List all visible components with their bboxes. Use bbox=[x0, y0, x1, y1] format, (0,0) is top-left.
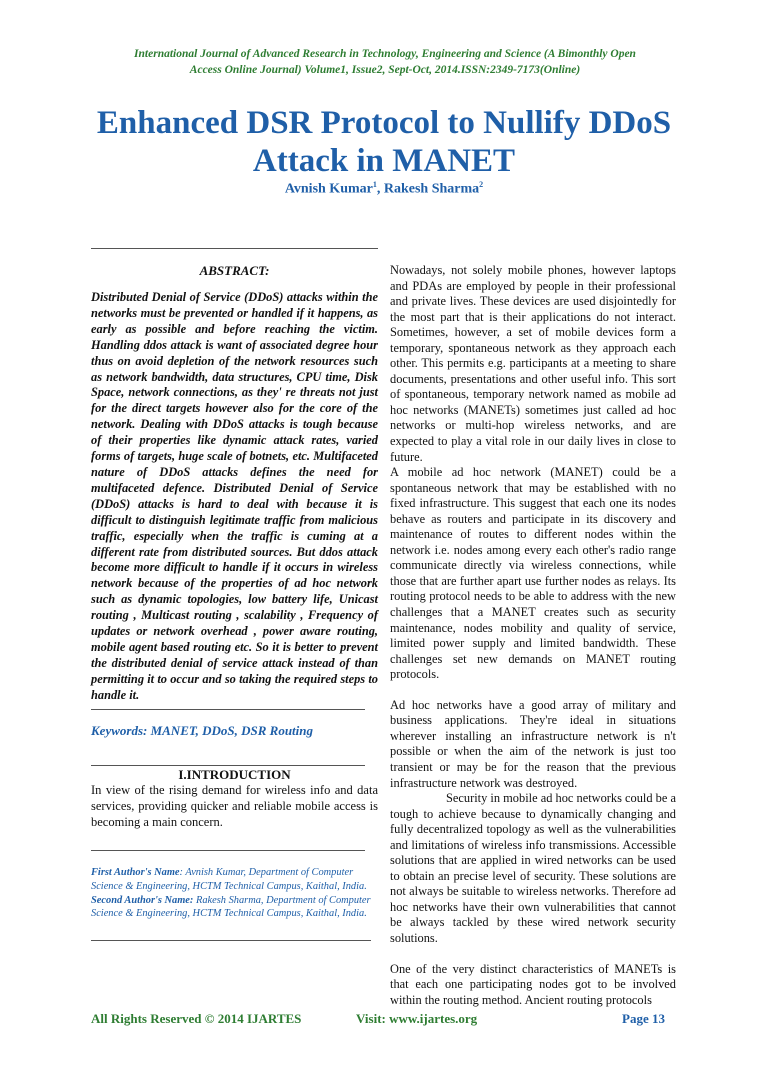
right-column-body bbox=[390, 263, 676, 1008]
intro-text: In view of the rising demand for wireless info and data services, providing quicker and reliable mobile access is becoming a main concern. bbox=[91, 783, 378, 829]
paragraph: Security in mobile ad hoc networks could be a tough to achieve because to dynamically changing and fully decentralized topology as well as the vulnerabilities and limitations of wireless info transmissions. Accessible solutions that are applied in wired networks can be used to obtain an precise level of security. These solutions are not always be suitable to wireless networks. Therefore ad hoc networks have their own vulnerabilities that cannot be always tackled by these wired network security solutions. bbox=[390, 791, 676, 945]
journal-header-line2: Access Online Journal) Volume1, Issue2, Sept-Oct, 2014.ISSN:2349-7173(Online) bbox=[189, 64, 581, 76]
author-notes bbox=[91, 866, 378, 921]
paper-title-line1: Enhanced DSR Protocol to Nullify DDoS bbox=[96, 105, 672, 141]
author-list bbox=[0, 180, 768, 198]
paragraph: Nowadays, not solely mobile phones, however laptops and PDAs are employed by people in their professional and private lives. These devices are used disjointedly for the most part that is their applications do not interact. Sometimes, however, a set of mobile devices form a temporary, spontaneous network as they approach each other. This permits e.g. participants at a meeting to share documents, presentations and other useful info. This sort of spontaneous, temporary network named as mobile ad hoc networks (MANETs) sometimes just called ad hoc networks or multi-hop wireless networks, and are expected to play a vital role in our daily lives in close to future. bbox=[390, 263, 676, 464]
second-author-label: Second Author's Name: bbox=[91, 894, 194, 906]
journal-header bbox=[80, 46, 690, 78]
paragraph: One of the very distinct characteristics of MANETs is that each one participating nodes got to be involved within the routing method. Ancient routing protocols bbox=[390, 961, 676, 1007]
author-2: Rakesh Sharma bbox=[383, 181, 480, 197]
first-author-note bbox=[91, 866, 378, 894]
divider-top bbox=[91, 248, 378, 249]
divider-before-notes bbox=[91, 850, 365, 851]
footer-rights: All Rights Reserved © 2014 IJARTES bbox=[91, 1011, 302, 1026]
intro-heading: I.INTRODUCTION bbox=[178, 767, 291, 782]
author-1: Avnish Kumar bbox=[284, 181, 373, 197]
abstract-text: Distributed Denial of Service (DDoS) attacks within the networks must be prevented or handled if it happens, as early as possible and before reaching the victim. Handling ddos attack is want of associated degree hour thus on avoid depletion of the network resources such as network bandwidth, data structures, CPU time, Disk Space, network connections, as they' re threats not just for the direct targets however also for the core of the network. Dealing with DDoS attacks is tough because of their properties like dynamic attack rates, varied forms of targets, huge scale of botnets, etc. Multifaceted nature of DDoS attacks defines the need for multifaceted defence. Distributed Denial of Service (DDoS) attacks is hard to deal with because it is difficult to distinguish legitimate traffic from malicious traffic, especially when the traffic is cuming at a different rate from distributed sources. But ddos attack become more difficult to handle if it occurs in wireless network because of the properties of ad hoc network such as dynamic topologies, low battery life, Unicast routing , Multicast routing , scalability , Frequency of updates or network overhead , power aware routing, mobile agent based routing etc. So it is better to prevent the distributed denial of service attack instead of than permitting it to occur and so taking the required steps to handle it. bbox=[91, 290, 378, 702]
paper-title bbox=[60, 104, 708, 180]
divider-bottom bbox=[91, 940, 371, 941]
first-author-label: First Author's Name bbox=[91, 867, 180, 878]
divider-after-abstract bbox=[91, 709, 365, 710]
paper-title-line2: Attack in MANET bbox=[252, 143, 516, 179]
second-author-note bbox=[91, 894, 378, 922]
journal-header-line1: International Journal of Advanced Research in Technology, Engineering and Science (A Bimonthly Open bbox=[134, 48, 636, 60]
author-1-affiliation: 1 bbox=[372, 180, 377, 189]
paragraph: Ad hoc networks have a good array of military and business applications. They're ideal in situations wherever installing an infrastructure network is n't possible or when the aim of the network is just too transient or may be for the reason that the previous infrastructure network was destroyed. bbox=[390, 697, 676, 790]
author-separator: , bbox=[376, 181, 384, 197]
paragraph: A mobile ad hoc network (MANET) could be a spontaneous network that may be established with no fixed infrastructure. This suggest that each one its nodes behave as routers and participate in its discovery and maintenance of routes to different nodes within the network i.e. nodes among every each other's radio range communicate directly via wireless connections, while those that are further apart use further nodes as relays. Its routing protocol needs to be able to address with the new challenges that a MANET creates such as security maintenance, nodes mobility and quality of service, limited power supply and limited bandwidth. These challenges set new demands on MANET routing protocols. bbox=[390, 465, 676, 682]
author-2-affiliation: 2 bbox=[479, 180, 484, 189]
second-author-text: Rakesh Sharma, Department of Computer Science & Engineering, HCTM Technical Campus, Kaithal, India. bbox=[91, 894, 371, 920]
footer-website: Visit: www.ijartes.org bbox=[356, 1011, 478, 1026]
keywords: Keywords: MANET, DDoS, DSR Routing bbox=[91, 723, 314, 738]
first-author-text: : Avnish Kumar, Department of Computer Science & Engineering, HCTM Technical Campus, Kaithal, India. bbox=[91, 867, 367, 892]
divider-before-intro bbox=[91, 765, 365, 766]
page-number: Page 13 bbox=[622, 1011, 665, 1026]
abstract-heading: ABSTRACT: bbox=[199, 263, 270, 278]
